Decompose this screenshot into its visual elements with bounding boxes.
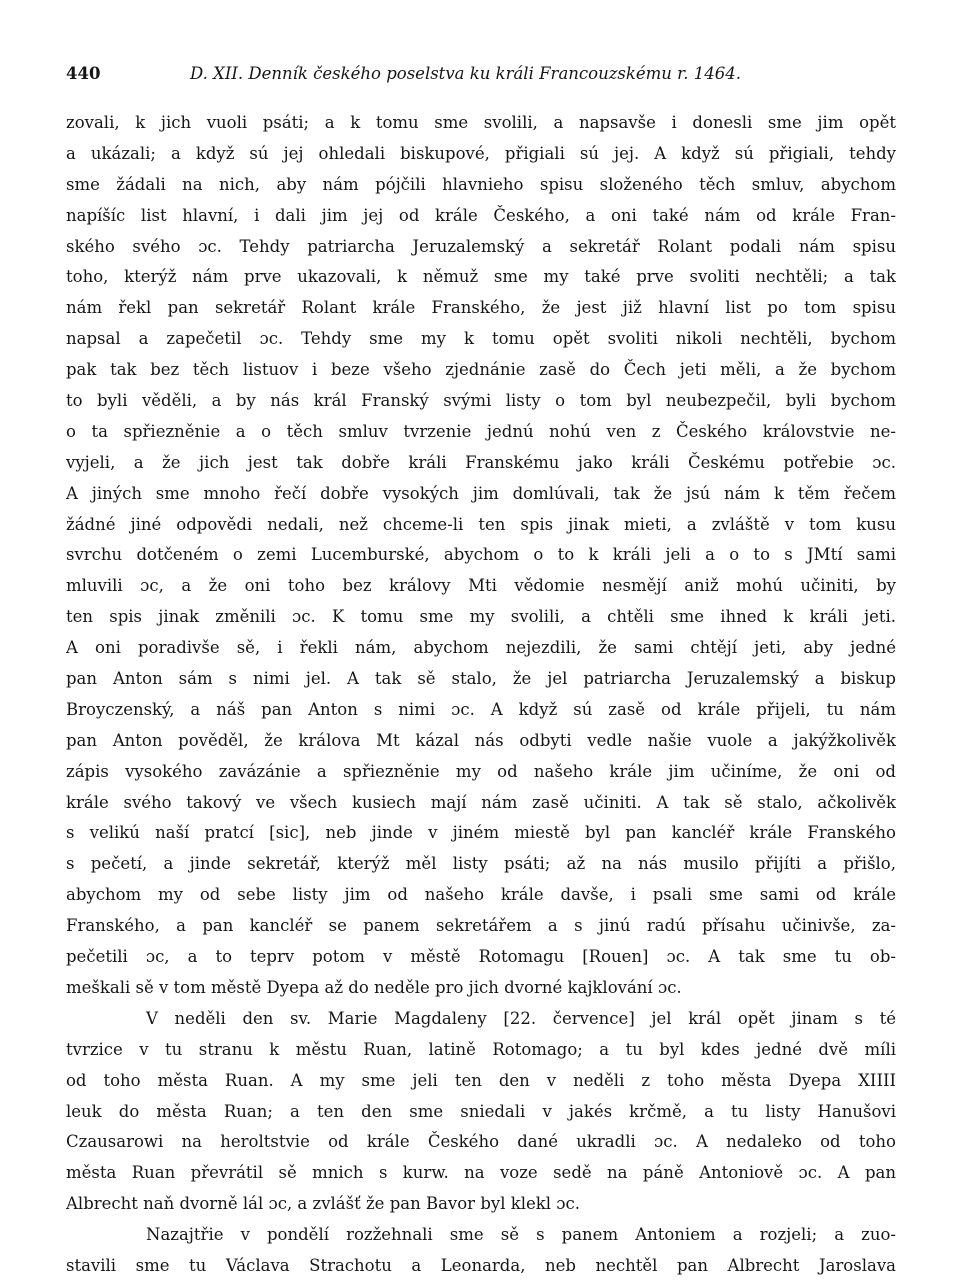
text-line: nám řekl pan sekretář Rolant krále Franského, že jest již hlavní list po tom spisu bbox=[66, 298, 896, 318]
paragraph-start-line: V neděli den sv. Marie Magdaleny [22. července] jel král opět jinam s té bbox=[146, 1008, 896, 1028]
text-line: stavili sme tu Václava Strachotu a Leonarda, neb nechtěl pan Albrecht Jaroslava bbox=[66, 1255, 896, 1275]
text-line: pak tak bez těch listuov i beze všeho zjednánie zasě do Čech jeti měli, a že bychom bbox=[66, 360, 896, 380]
text-line: pečetili ɔc, a to teprv potom v městě Rotomagu [Rouen] ɔc. A tak sme tu ob- bbox=[66, 947, 896, 967]
page-number: 440 bbox=[66, 64, 101, 83]
text-line: o ta spřiezněnie a o těch smluv tvrzenie jednú nohú ven z Českého královstvie ne- bbox=[66, 421, 896, 441]
text-line: zápis vysokého zavázánie a spřiezněnie my od našeho krále jim učiníme, že oni od bbox=[66, 761, 896, 781]
paragraph-end-line: Albrecht naň dvorně lál ɔc, a zvlášť že pan Bavor byl klekl ɔc. bbox=[66, 1194, 581, 1214]
text-line: města Ruan převrátil sě mnich s kurw. na voze sedě na páně Antoniově ɔc. A pan bbox=[66, 1163, 896, 1183]
text-line: ského svého ɔc. Tehdy patriarcha Jeruzalemský a sekretář Rolant podali nám spisu bbox=[66, 236, 896, 256]
text-line: svrchu dotčeném o zemi Lucemburské, abychom o to k králi jeli a o to s JMtí sami bbox=[66, 545, 896, 565]
text-line: A jiných sme mnoho řečí dobře vysokých jim domlúvali, tak že jsú nám k těm řečem bbox=[66, 483, 896, 503]
text-line: napíšíc list hlavní, i dali jim jej od krále Českého, a oni také nám od krále Fran- bbox=[66, 205, 896, 225]
text-line: pan Anton pověděl, že králova Mt kázal nás odbyti vedle našie vuole a jakýžkolivěk bbox=[66, 730, 896, 750]
text-line: Broyczenský, a náš pan Anton s nimi ɔc. A když sú zasě od krále přijeli, tu nám bbox=[66, 699, 896, 719]
text-line: zovali, k jich vuoli psáti; a k tomu sme svolili, a napsavše i donesli sme jim opět bbox=[66, 113, 896, 132]
text-line: od toho města Ruan. A my sme jeli ten den v neděli z toho města Dyepa XIIII bbox=[66, 1070, 896, 1090]
text-line: pan Anton sám s nimi jel. A tak sě stalo, že jel patriarcha Jeruzalemský a biskup bbox=[66, 669, 896, 689]
text-line: vyjeli, a že jich jest tak dobře králi Franskému jako králi Českému potřebie ɔc. bbox=[66, 452, 896, 472]
text-line: toho, kterýž nám prve ukazovali, k němuž sme my také prve svoliti nechtěli; a tak bbox=[66, 267, 896, 287]
text-line: a ukázali; a když sú jej ohledali biskupové, přigiali sú jej. A když sú přigiali, tehdy bbox=[66, 143, 896, 163]
text-line: Czausarowi na heroltstvie od krále Českého dané ukradli ɔc. A nedaleko od toho bbox=[66, 1132, 896, 1152]
text-line: napsal a zapečetil ɔc. Tehdy sme my k tomu opět svoliti nikoli nechtěli, bychom bbox=[66, 329, 896, 349]
text-line: to byli věděli, a by nás král Franský svými listy o tom byl neubezpečil, byli bychom bbox=[66, 391, 896, 411]
body-text bbox=[66, 108, 896, 1282]
text-line: žádné jiné odpovědi nedali, než chceme-li ten spis jinak mieti, a zvláště v tom kusu bbox=[66, 514, 896, 534]
running-head bbox=[66, 62, 896, 86]
text-line: ten spis jinak změnili ɔc. K tomu sme my svolili, a chtěli sme ihned k králi jeti. bbox=[66, 607, 896, 627]
text-line: krále svého takový ve všech kusiech mají nám zasě učiniti. A tak sě stalo, ačkolivěk bbox=[66, 792, 896, 812]
text-line: A oni poradivše sě, i řekli nám, abychom nejezdili, že sami chtějí jeti, aby jedné bbox=[66, 638, 896, 658]
text-line: mluvili ɔc, a že oni toho bez královy Mti vědomie nesmějí aniž mohú učiniti, by bbox=[66, 576, 896, 596]
text-line: abychom my od sebe listy jim od našeho krále davše, i psali sme sami od krále bbox=[66, 885, 896, 905]
text-line: s velikú naší pratcí [sic], neb jinde v jiném miestě byl pan kancléř krále Franského bbox=[66, 823, 896, 843]
paragraph-end-line: meškali sě v tom městě Dyepa až do neděle pro jich dvorné kajklování ɔc. bbox=[66, 977, 682, 997]
header-title: D. XII. Denník českého poselstva ku králi Francouzskému r. 1464. bbox=[190, 64, 741, 83]
text-line: tvrzice v tu stranu k městu Ruan, latině Rotomago; a tu byl kdes jedné dvě míli bbox=[66, 1039, 896, 1059]
text-line: leuk do města Ruan; a ten den sme sniedali v jakés krčmě, a tu listy Hanušovi bbox=[66, 1101, 896, 1121]
text-line: sme žádali na nich, aby nám pójčili hlavnieho spisu složeného těch smluv, abychom bbox=[66, 174, 896, 194]
text-line: Franského, a pan kancléř se panem sekretářem a s jinú radú přísahu učinivše, za- bbox=[66, 916, 896, 936]
paragraph-start-line: Nazajtřie v pondělí rozžehnali sme sě s panem Antoniem a rozjeli; a zuo- bbox=[146, 1225, 896, 1245]
text-line: s pečetí, a jinde sekretář, kterýž měl listy psáti; až na nás musilo přijíti a přišlo, bbox=[66, 854, 896, 874]
